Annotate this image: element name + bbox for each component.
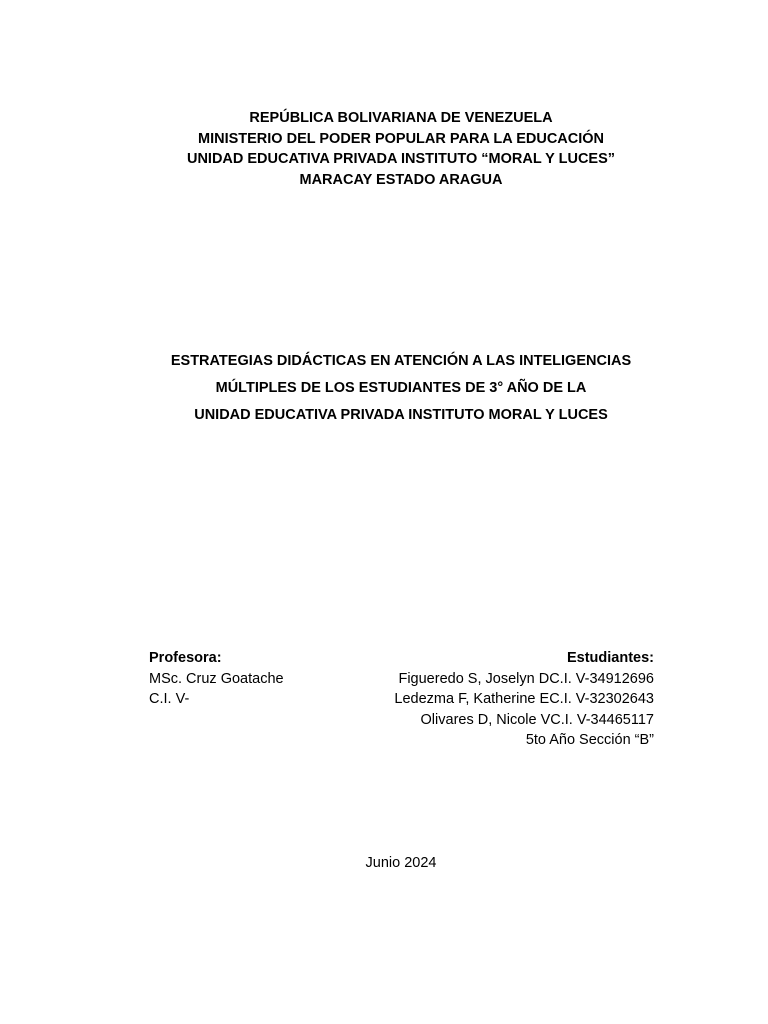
students-section: 5to Año Sección “B”	[525, 732, 654, 748]
document-date: Junio 2024	[365, 855, 437, 871]
institution-header	[0, 108, 768, 190]
student-ci: C.I. V-34912696	[549, 670, 654, 687]
title-line-1: ESTRATEGIAS DIDÁCTICAS EN ATENCIÓN A LAS INTELIGENCIAS	[170, 353, 632, 369]
professor-ci: C.I. V-	[149, 691, 190, 707]
students-heading: Estudiantes:	[566, 650, 654, 666]
professor-name: MSc. Cruz Goatache	[149, 670, 284, 687]
student-name: Ledezma F, Katherine E	[394, 691, 550, 707]
student-row	[394, 689, 654, 710]
title-line-2: MÚLTIPLES DE LOS ESTUDIANTES DE 3° AÑO DE LA	[215, 380, 587, 396]
professor-heading: Profesora:	[149, 650, 222, 666]
header-line-ministry: MINISTERIO DEL PODER POPULAR PARA LA EDUCACIÓN	[197, 130, 605, 147]
title-line-3: UNIDAD EDUCATIVA PRIVADA INSTITUTO MORAL Y LUCES	[194, 407, 608, 423]
student-ci: C.I. V-32302643	[549, 691, 654, 707]
header-line-country: REPÚBLICA BOLIVARIANA DE VENEZUELA	[249, 110, 553, 126]
document-title	[0, 348, 768, 429]
header-line-school: UNIDAD EDUCATIVA PRIVADA INSTITUTO “MORAL Y LUCES”	[186, 151, 616, 167]
student-row	[394, 669, 654, 690]
professor-info	[149, 648, 284, 710]
students-info	[394, 648, 654, 751]
student-name: Olivares D, Nicole V	[420, 711, 551, 728]
header-line-city: MARACAY ESTADO ARAGUA	[299, 171, 503, 188]
student-name: Figueredo S, Joselyn D	[398, 670, 550, 687]
student-row	[394, 710, 654, 731]
student-ci: C.I. V-34465117	[550, 711, 654, 728]
